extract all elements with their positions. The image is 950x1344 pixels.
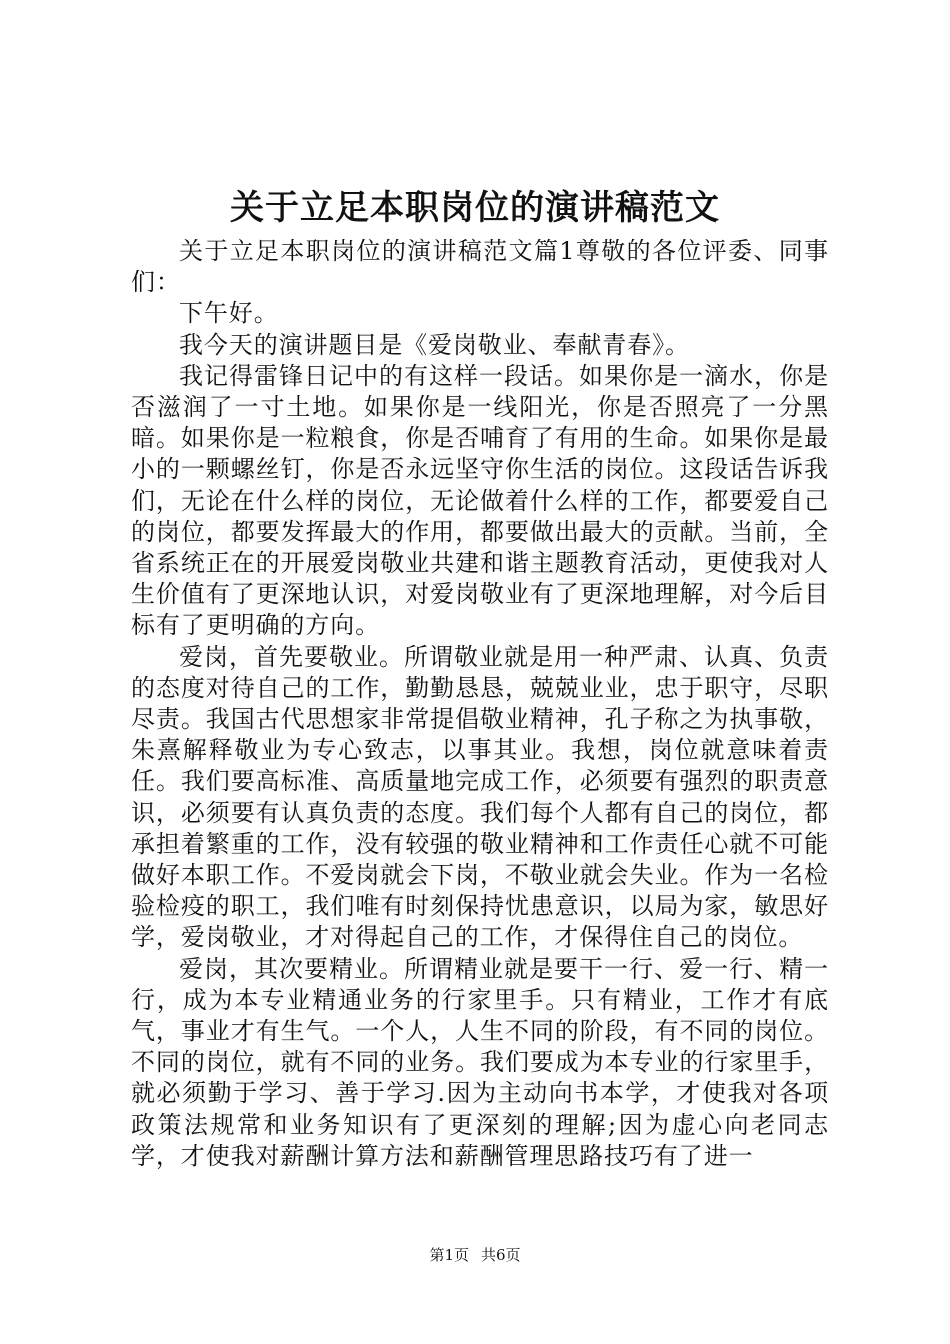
page-total: 共6页 — [481, 1246, 521, 1264]
page-number: 第1页 — [429, 1246, 469, 1264]
paragraph-expertise: 爱岗，其次要精业。所谓精业就是要干一行、爱一行、精一行，成为本专业精通业务的行家里手。只有精业，工作才有底气，事业才有生气。一个人，人生不同的阶段，有不同的岗位。不同的岗位，就有不同的业务。我们要成为本专业的行家里手，就必须勤于学习、善于学习.因为主动向书本学，才使我对各项政策法规常和业务知识有了更深刻的理解;因为虚心向老同志学，才使我对薪酬计算方法和薪酬管理思路技巧有了进一 — [131, 954, 829, 1170]
document-body — [131, 236, 829, 1172]
page-footer — [0, 1244, 950, 1266]
paragraph-greeting: 下午好。 — [179, 299, 279, 328]
paragraph-dedication: 爱岗，首先要敬业。所谓敬业就是用一种严肃、认真、负责的态度对待自己的工作，勤勤恳恳，兢兢业业，忠于职守，尽职尽责。我国古代思想家非常提倡敬业精神，孔子称之为执事敬，朱熹解释敬业为专心致志，以事其业。我想，岗位就意味着责任。我们要高标准、高质量地完成工作，必须要有强烈的职责意识，必须要有认真负责的态度。我们每个人都有自己的岗位，都承担着繁重的工作，没有较强的敬业精神和工作责任心就不可能做好本职工作。不爱岗就会下岗，不敬业就会失业。作为一名检验检疫的职工，我们唯有时刻保持忧患意识，以局为家，敏思好学，爱岗敬业，才对得起自己的工作，才保得住自己的岗位。 — [131, 642, 829, 952]
paragraph-leifeng: 我记得雷锋日记中的有这样一段话。如果你是一滴水，你是否滋润了一寸土地。如果你是一线阳光，你是否照亮了一分黑暗。如果你是一粒粮食，你是否哺育了有用的生命。如果你是最小的一颗螺丝钉，你是否永远坚守你生活的岗位。这段话告诉我们，无论在什么样的岗位，无论做着什么样的工作，都要爱自己的岗位，都要发挥最大的作用，都要做出最大的贡献。当前，全省系统正在的开展爱岗敬业共建和谐主题教育活动，更使我对人生价值有了更深地认识，对爱岗敬业有了更深地理解，对今后目标有了更明确的方向。 — [131, 361, 829, 640]
document-title: 关于立足本职岗位的演讲稿范文 — [230, 188, 720, 228]
paragraph-topic: 我今天的演讲题目是《爱岗敬业、奉献青春》。 — [179, 330, 690, 359]
paragraph-intro: 关于立足本职岗位的演讲稿范文篇1尊敬的各位评委、同事们： — [131, 237, 829, 297]
